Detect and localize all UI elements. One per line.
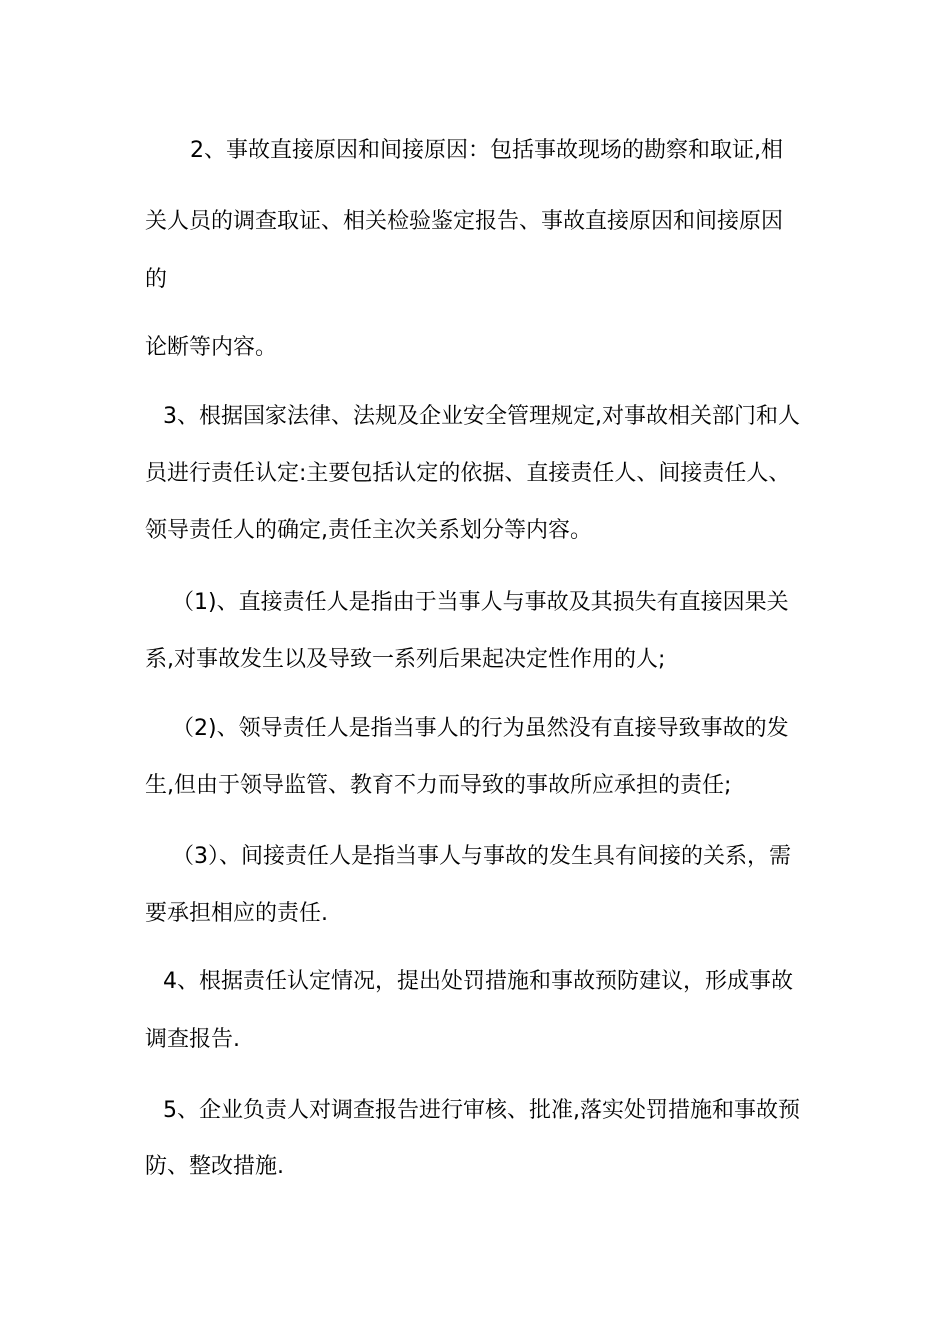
paragraph-2-line-4: 论断等内容。 bbox=[145, 335, 278, 360]
paragraph-4-line-1: 4、根据责任认定情况，提出处罚措施和事故预防建议，形成事故 bbox=[163, 969, 793, 994]
paragraph-2-line-1: 2、事故直接原因和间接原因：包括事故现场的勘察和取证,相 bbox=[190, 138, 783, 163]
item-2-line-2: 生,但由于领导监管、教育不力而导致的事故所应承担的责任; bbox=[145, 773, 732, 798]
paragraph-3-line-3: 领导责任人的确定,责任主次关系划分等内容。 bbox=[145, 518, 592, 543]
paragraph-3-line-1: 3、根据国家法律、法规及企业安全管理规定,对事故相关部门和人 bbox=[163, 404, 800, 429]
paragraph-2-line-3: 的 bbox=[145, 267, 168, 292]
item-3-line-2: 要承担相应的责任. bbox=[145, 901, 328, 926]
paragraph-5-line-2: 防、整改措施. bbox=[145, 1154, 284, 1179]
item-3-line-1: （3）、间接责任人是指当事人与事故的发生具有间接的关系，需 bbox=[172, 844, 791, 869]
item-2-line-1: （2)、领导责任人是指当事人的行为虽然没有直接导致事故的发 bbox=[172, 716, 789, 741]
paragraph-2-line-2: 关人员的调查取证、相关检验鉴定报告、事故直接原因和间接原因 bbox=[145, 209, 784, 234]
paragraph-3-line-2: 员进行责任认定:主要包括认定的依据、直接责任人、间接责任人、 bbox=[145, 461, 791, 486]
paragraph-4-line-2: 调查报告. bbox=[145, 1027, 240, 1052]
paragraph-5-line-1: 5、企业负责人对调查报告进行审核、批准,落实处罚措施和事故预 bbox=[163, 1098, 800, 1123]
item-1-line-2: 系,对事故发生以及导致一系列后果起决定性作用的人; bbox=[145, 647, 666, 672]
item-1-line-1: （1)、直接责任人是指由于当事人与事故及其损失有直接因果关 bbox=[172, 590, 789, 615]
